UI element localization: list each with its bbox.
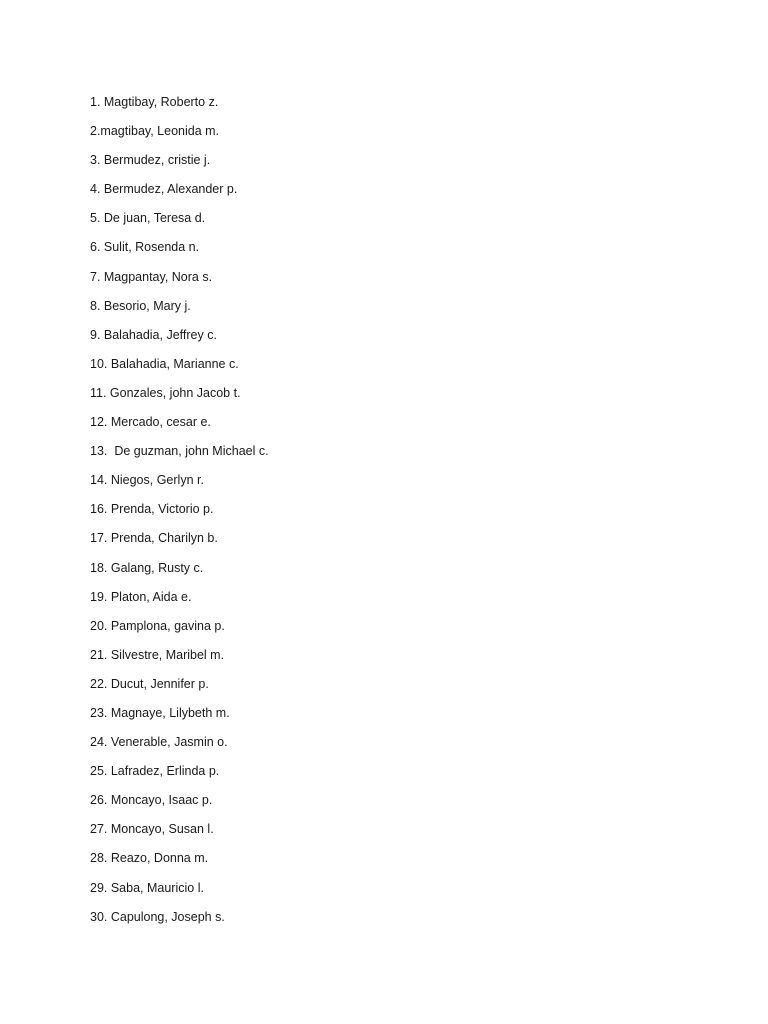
list-item: 8. Besorio, Mary j. [90,298,191,313]
list-item: 5. De juan, Teresa d. [90,211,206,226]
list-item: 14. Niegos, Gerlyn r. [90,473,204,488]
list-item: 2.magtibay, Leonida m. [90,124,220,139]
list-item: 10. Balahadia, Marianne c. [90,356,239,371]
list-item: 16. Prenda, Victorio p. [90,502,214,517]
list-item: 26. Moncayo, Isaac p. [90,793,213,808]
list-item: 4. Bermudez, Alexander p. [90,182,238,197]
list-item: 19. Platon, Aida e. [90,589,192,604]
list-item: 28. Reazo, Donna m. [90,851,209,866]
list-item: 1. Magtibay, Roberto z. [90,95,219,109]
list-item: 20. Pamplona, gavina p. [90,618,225,633]
list-item: 25. Lafradez, Erlinda p. [90,764,220,779]
list-item: 22. Ducut, Jennifer p. [90,676,209,691]
list-item: 11. Gonzales, john Jacob t. [90,385,241,400]
list-item: 17. Prenda, Charilyn b. [90,531,218,546]
list-item: 21. Silvestre, Maribel m. [90,647,225,662]
list-item: 18. Galang, Rusty c. [90,560,204,575]
list-item: 13. De guzman, john Michael c. [90,444,269,459]
name-list [90,92,269,936]
list-item: 9. Balahadia, Jeffrey c. [90,327,217,342]
list-item: 7. Magpantay, Nora s. [90,269,213,284]
list-item: 23. Magnaye, Lilybeth m. [90,705,230,720]
list-item: 27. Moncayo, Susan l. [90,822,214,837]
list-item: 12. Mercado, cesar e. [90,415,211,430]
list-item: 29. Saba, Mauricio l. [90,880,204,895]
list-item: 24. Venerable, Jasmin o. [90,735,228,750]
list-item: 30. Capulong, Joseph s. [90,909,225,924]
list-item: 3. Bermudez, cristie j. [90,153,211,168]
list-item: 6. Sulit, Rosenda n. [90,240,200,255]
